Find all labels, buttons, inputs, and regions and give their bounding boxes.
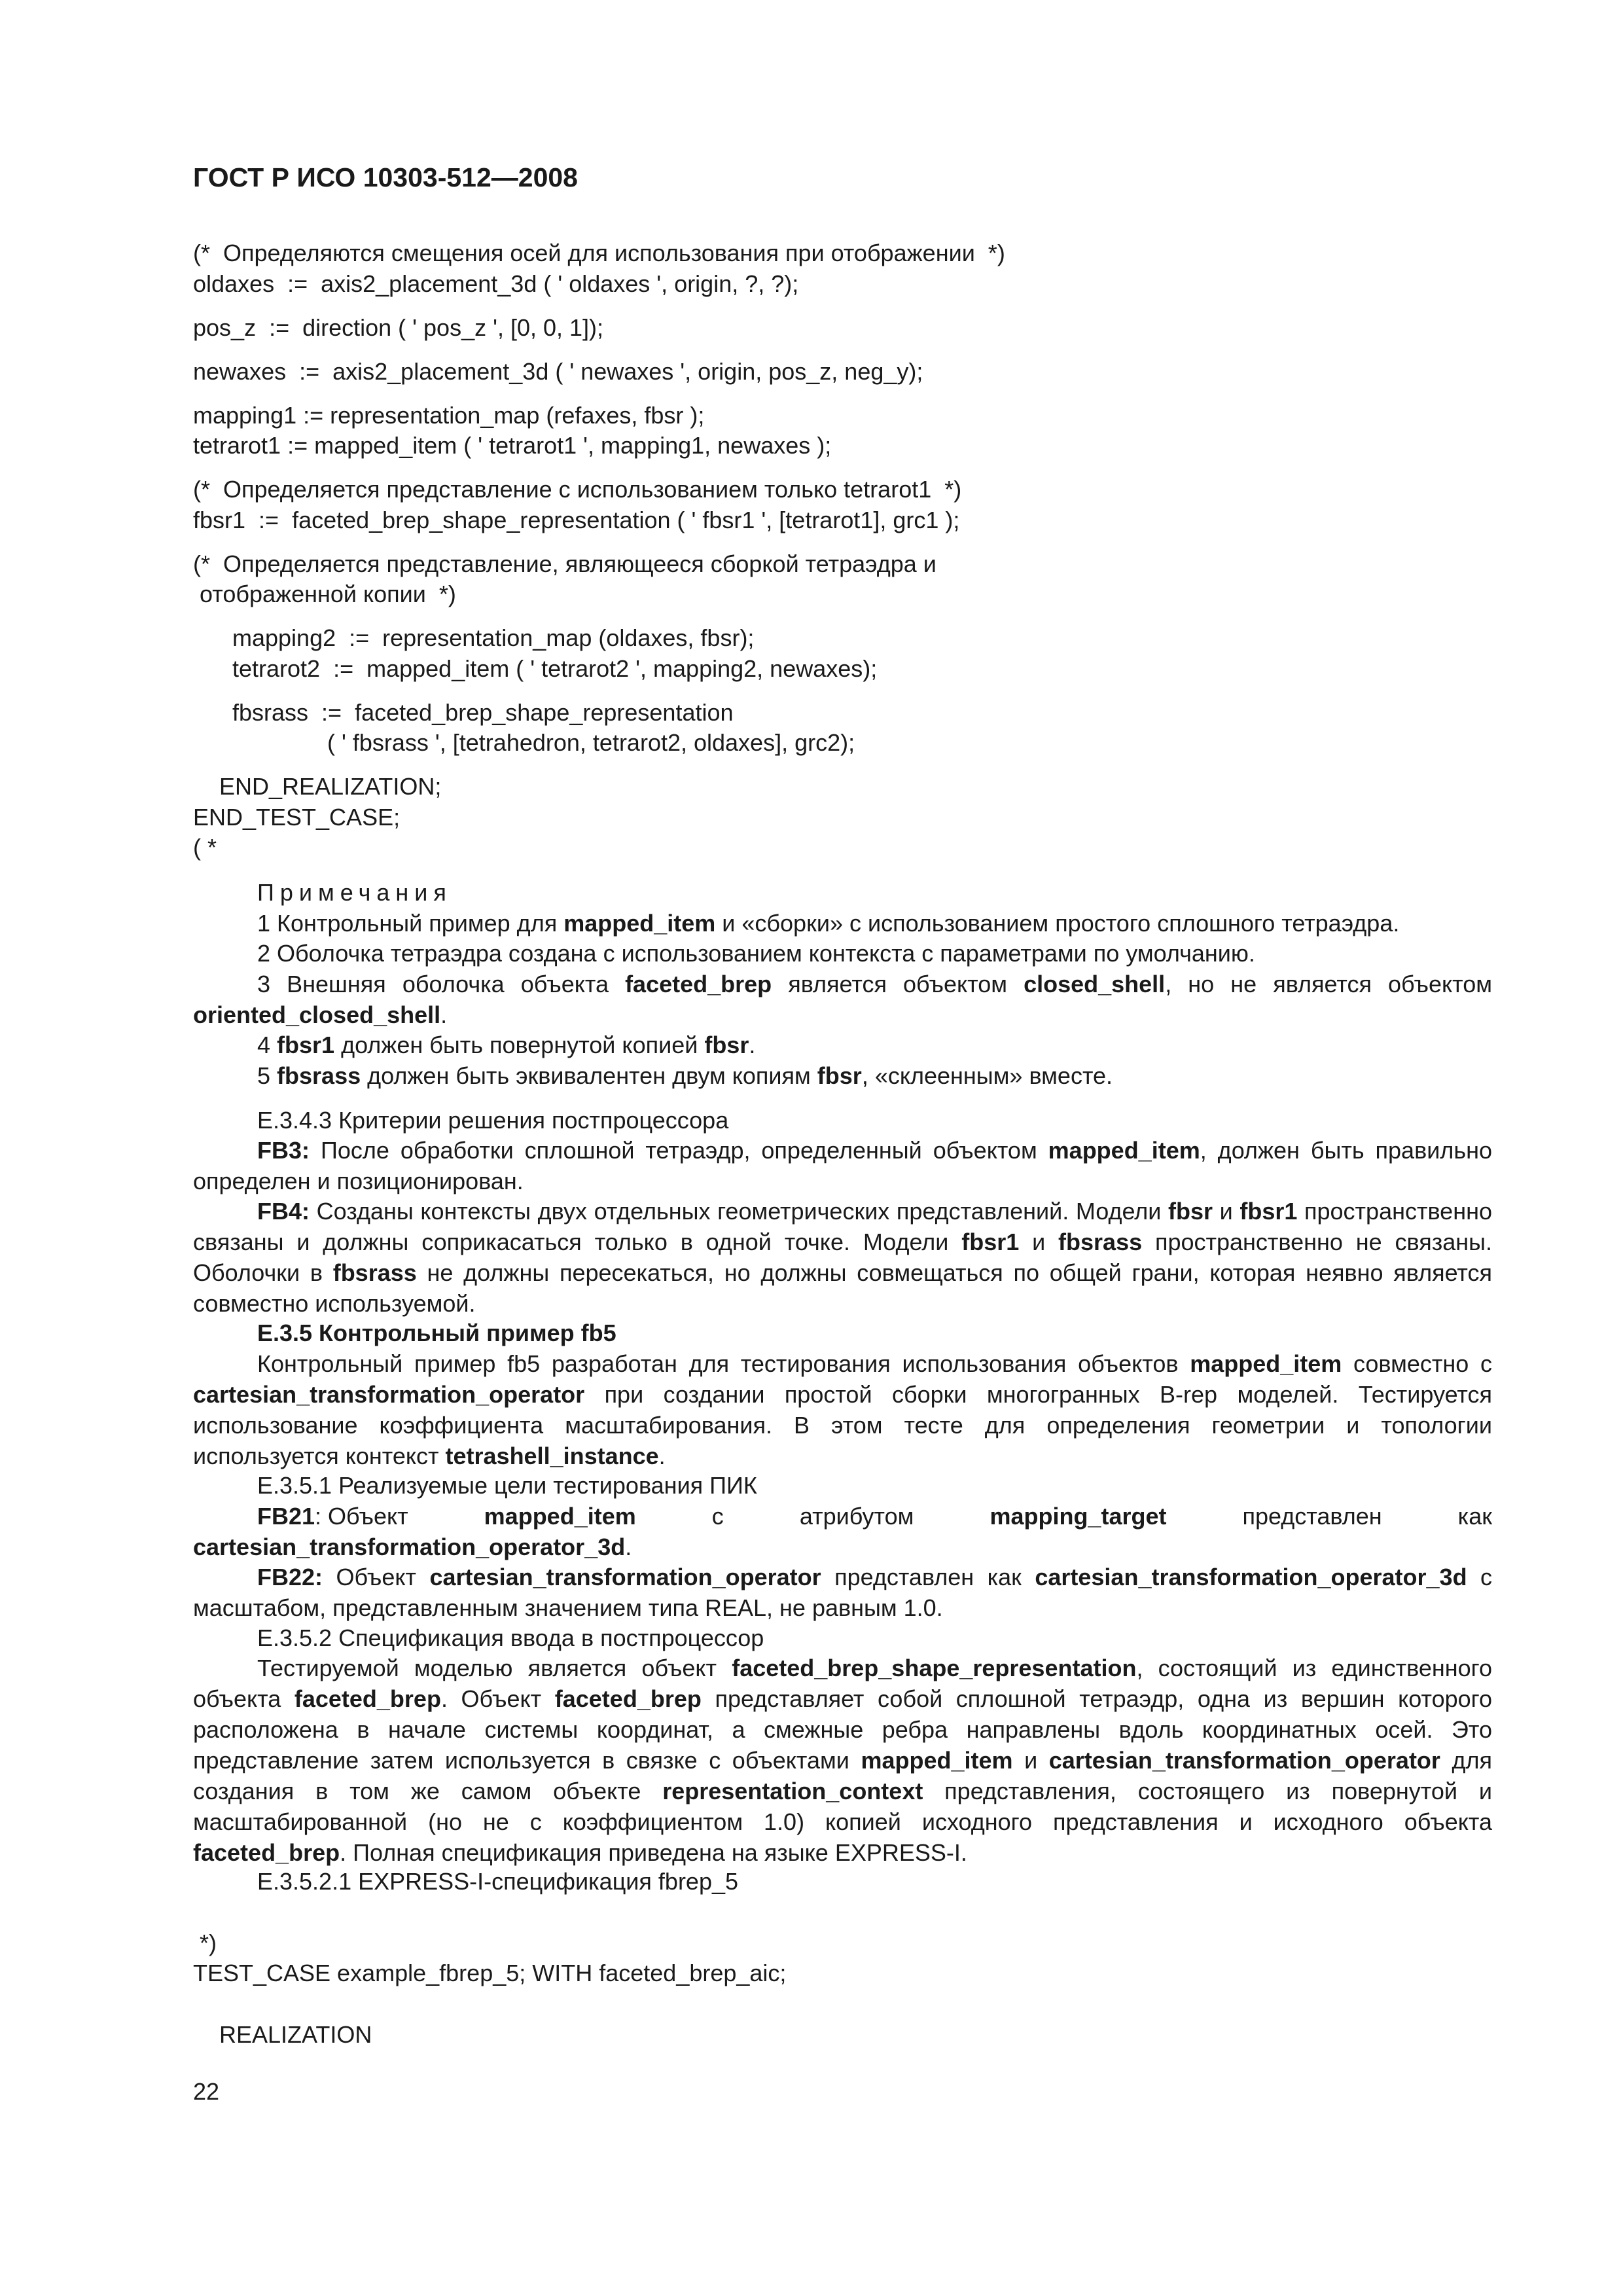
code-comment-line: (* Определяется представление, являющееся сборкой тетраэдра и — [193, 550, 936, 577]
code-line: pos_z := direction ( ' pos_z ', [0, 0, 1]); — [193, 314, 604, 341]
document-header: ГОСТ Р ИСО 10303-512—2008 — [193, 162, 578, 192]
code-line: ( * — [193, 834, 217, 861]
code-line: oldaxes := axis2_placement_3d ( ' oldaxes ', origin, ?, ?); — [193, 270, 799, 297]
section-heading: E.3.5 Контрольный пример fb5 — [257, 1319, 616, 1346]
note-item: 3 Внешняя оболочка объекта faceted_brep является объектом closed_shell, но не является объектом oriented_closed_shell. — [193, 971, 1492, 1028]
code-comment-line: (* Определяется представление с использованием только tetrarot1 *) — [193, 476, 962, 503]
code-comment-line: отображенной копии *) — [193, 581, 456, 607]
code-line: mapping1 := representation_map (refaxes, fbsr ); — [193, 402, 705, 429]
paragraph: Тестируемой моделью является объект faceted_brep_shape_representation, состоящий из единственного объекта faceted_brep. Объект faceted_brep представляет собой сплошной тетраэдр, одна из вершин которого расположена в начале системы координат, а смежные ребра направлены вдоль координатных осей. Это представление затем используется в связке с объектами mapped_item и cartesian_transformation_operator для создания в том же самом объекте representation_context представления, состоящего из повернутой и масштабированной (но не с коэффициентом 1.0) копией исходного представления и исходного объекта faceted_brep. Полная спецификация приведена на языке EXPRESS-I. — [193, 1655, 1492, 1866]
page-number: 22 — [193, 2078, 220, 2105]
code-line: fbsr1 := faceted_brep_shape_representation ( ' fbsr1 ', [tetrarot1], grc1 ); — [193, 507, 960, 533]
code-comment-line: (* Определяются смещения осей для использования при отображении *) — [193, 240, 1005, 266]
paragraph-fb21-cont: cartesian_transformation_operator_3d. — [193, 1534, 632, 1560]
code-line: tetrarot1 := mapped_item ( ' tetrarot1 ', mapping1, newaxes ); — [193, 432, 832, 459]
section-heading: E.3.5.2 Спецификация ввода в постпроцессор — [257, 1624, 764, 1651]
paragraph-fb21: FB21: Объект mapped_item с атрибутом mapping_target представлен как — [257, 1503, 1492, 1530]
note-item: 1 Контрольный пример для mapped_item и «сборки» с использованием простого сплошного тетраэдра. — [257, 910, 1400, 937]
code-line: REALIZATION — [219, 2021, 372, 2048]
code-line: *) — [193, 1929, 217, 1956]
code-line: fbsrass := faceted_brep_shape_representation — [232, 699, 734, 726]
code-line: END_REALIZATION; — [219, 773, 442, 800]
code-line: tetrarot2 := mapped_item ( ' tetrarot2 ', mapping2, newaxes); — [232, 655, 878, 682]
code-line: newaxes := axis2_placement_3d ( ' newaxes ', origin, pos_z, neg_y); — [193, 358, 923, 385]
code-line: TEST_CASE example_fbrep_5; WITH faceted_brep_aic; — [193, 1960, 787, 1986]
note-item: 5 fbsrass должен быть эквивалентен двум копиям fbsr, «склеенным» вместе. — [257, 1062, 1113, 1089]
paragraph: Контрольный пример fb5 разработан для тестирования использования объектов mapped_item совместно с cartesian_transformation_operator при создании простой сборки многогранных B-rep моделей. Тестируется использование коэффициента масштабирования. В этом тесте для определения геометрии и топологии используется контекст tetrashell_instance. — [193, 1350, 1492, 1469]
code-line: mapping2 := representation_map (oldaxes, fbsr); — [232, 624, 755, 651]
code-line: END_TEST_CASE; — [193, 804, 401, 831]
note-item: 4 fbsr1 должен быть повернутой копией fbsr. — [257, 1031, 756, 1058]
paragraph-fb4: FB4: Созданы контексты двух отдельных геометрических представлений. Модели fbsr и fbsr1 пространственно связаны и должны соприкасаться только в одной точке. Модели fbsr1 и fbsrass пространственно не связаны. Оболочки в fbsrass не должны пересекаться, но должны совмещаться по общей грани, которая неявно является совместно используемой. — [193, 1198, 1492, 1317]
paragraph-fb22: FB22: Объект cartesian_transformation_operator представлен как cartesian_transformation_operator_3d с масштабом, представленным значением типа REAL, не равным 1.0. — [193, 1564, 1492, 1621]
section-heading: E.3.5.2.1 EXPRESS-I-спецификация fbrep_5 — [257, 1868, 739, 1895]
note-item: 2 Оболочка тетраэдра создана с использованием контекста с параметрами по умолчанию. — [257, 940, 1255, 967]
code-line: ( ' fbsrass ', [tetrahedron, tetrarot2, oldaxes], grc2); — [327, 729, 855, 756]
section-heading: E.3.5.1 Реализуемые цели тестирования ПИК — [257, 1472, 757, 1499]
paragraph-fb3: FB3: После обработки сплошной тетраэдр, определенный объектом mapped_item, должен быть правильно определен и позиционирован. — [193, 1137, 1492, 1194]
section-heading: E.3.4.3 Критерии решения постпроцессора — [257, 1107, 729, 1134]
notes-title: Примечания — [257, 879, 452, 906]
